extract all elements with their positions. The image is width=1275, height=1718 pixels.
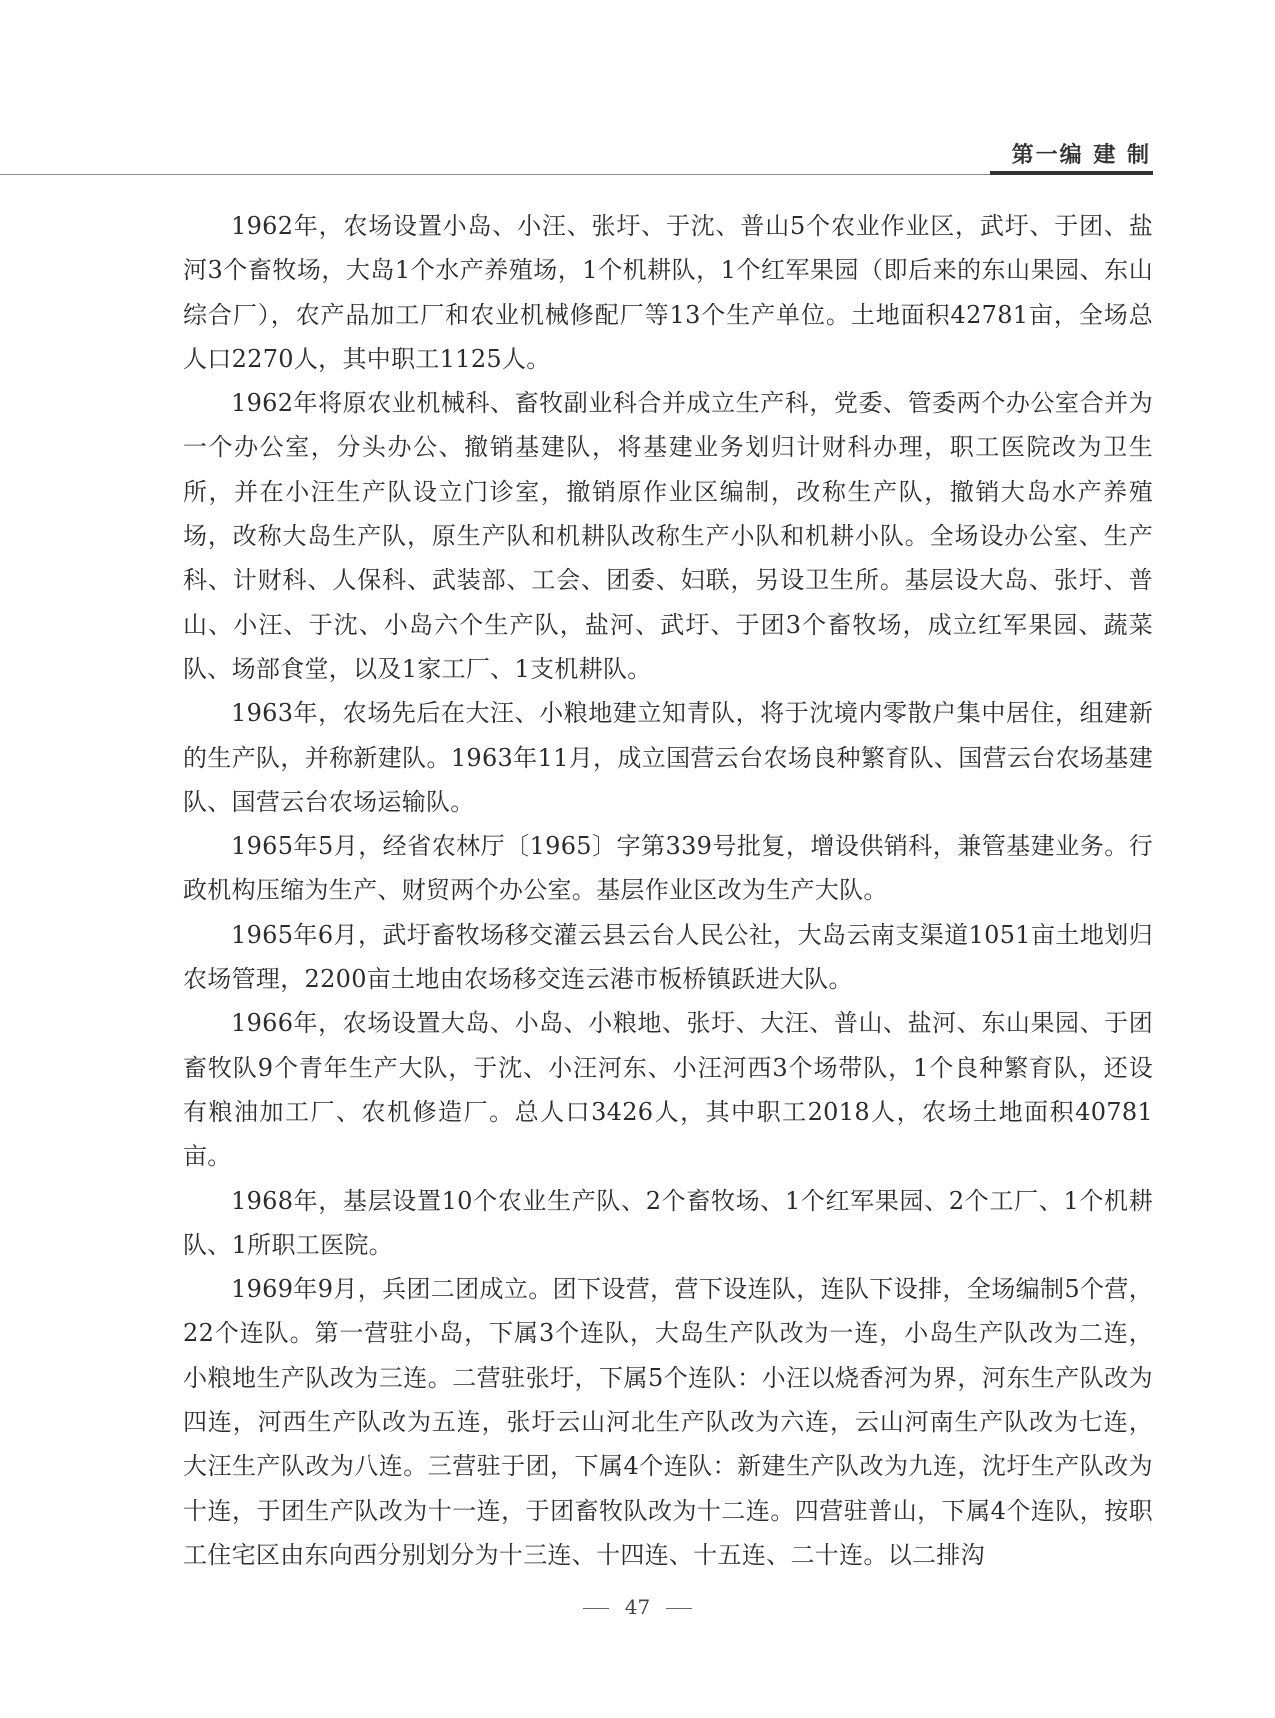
page-footer [0,1595,1275,1619]
paragraph-1969: 1969年9月，兵团二团成立。团下设营，营下设连队，连队下设排，全场编制5个营，22个连队。第一营驻小岛，下属3个连队，大岛生产队改为一连，小岛生产队改为二连，小粮地生产队改为三连。二营驻张圩，下属5个连队：小汪以烧香河为界，河东生产队改为四连，河西生产队改为五连，张圩云山河北生产队改为六连，云山河南生产队改为七连，大汪生产队改为八连。三营驻于团，下属4个连队：新建生产队改为九连，沈圩生产队改为十连，于团生产队改为十一连，于团畜牧队改为十二连。四营驻普山，下属4个连队，按职工住宅区由东向西分别划分为十三连、十四连、十五连、二十连。以二排沟 [183,1275,1153,1569]
paragraph-1962-reorganization: 1962年将原农业机械科、畜牧副业科合并成立生产科，党委、管委两个办公室合并为一个办公室，分头办公、撤销基建队，将基建业务划归计财科办理，职工医院改为卫生所，并在小汪生产队设立门诊室，撤销原作业区编制，改称生产队，撤销大岛水产养殖场，改称大岛生产队，原生产队和机耕队改称生产小队和机耕小队。全场设办公室、生产科、计财科、人保科、武装部、工会、团委、妇联，另设卫生所。基层设大岛、张圩、普山、小汪、于沈、小岛六个生产队，盐河、武圩、于团3个畜牧场，成立红军果园、蔬菜队、场部食堂，以及1家工厂、1支机耕队。 [183,389,1153,683]
paragraph-1965-june: 1965年6月，武圩畜牧场移交灌云县云台人民公社，大岛云南支渠道1051亩土地划归农场管理，2200亩土地由农场移交连云港市板桥镇跃进大队。 [183,920,1153,994]
paragraph-1965-may: 1965年5月，经省农林厅〔1965〕字第339号批复，增设供销科，兼管基建业务。行政机构压缩为生产、财贸两个办公室。基层作业区改为生产大队。 [183,832,1153,905]
paragraph-1968: 1968年，基层设置10个农业生产队、2个畜牧场、1个红军果园、2个工厂、1个机耕队、1所职工医院。 [183,1186,1153,1259]
footer-dash-right [666,1608,692,1609]
paragraph-1962-units: 1962年，农场设置小岛、小汪、张圩、于沈、普山5个农业作业区，武圩、于团、盐河3个畜牧场，大岛1个水产养殖场，1个机耕队，1个红军果园（即后来的东山果园、东山综合厂），农产品加工厂和农业机械修配厂等13个生产单位。土地面积42781亩，全场总人口2270人，其中职工1125人。 [183,212,1153,373]
footer-dash-left [583,1608,609,1609]
page-number: 47 [624,1595,651,1619]
header-rule [0,174,1153,175]
section-header-title: 第一编 建 制 [1011,142,1151,168]
paragraph-1963: 1963年，农场先后在大汪、小粮地建立知青队，将于沈境内零散户集中居住，组建新的生产队，并称新建队。1963年11月，成立国营云台农场良种繁育队、国营云台农场基建队、国营云台农场运输队。 [183,699,1153,816]
paragraph-1966: 1966年，农场设置大岛、小岛、小粮地、张圩、大汪、普山、盐河、东山果园、于团畜牧队9个青年生产大队，于沈、小汪河东、小汪河西3个场带队，1个良种繁育队，还设有粮油加工厂、农机修造厂。总人口3426人，其中职工2018人，农场土地面积40781亩。 [183,1009,1153,1171]
body-text [183,204,1153,1577]
header-rule-accent [990,171,1153,175]
